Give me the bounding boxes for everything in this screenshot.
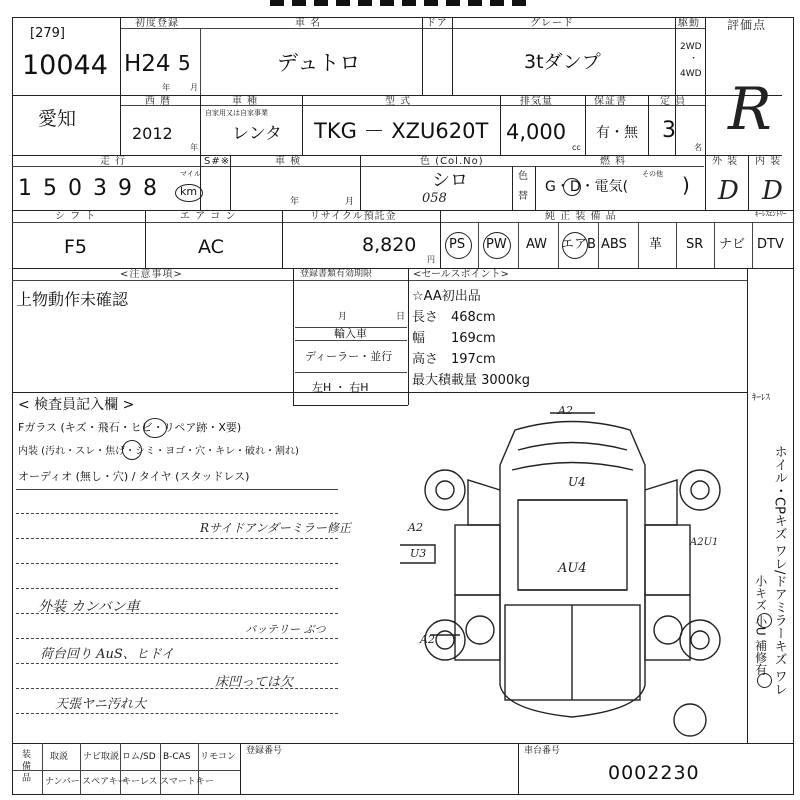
diag-mark-7: A2 <box>420 633 435 646</box>
fuel-close: ) <box>682 173 690 197</box>
hand-note-3: バッテリー ぶつ <box>245 623 326 636</box>
top-title-fragment <box>270 0 530 6</box>
diag-mark-2: U4 <box>568 475 586 489</box>
car-name: デュトロ <box>277 51 361 75</box>
equip-ps: PS <box>449 237 466 252</box>
footer-item-1: 取説 <box>50 752 69 762</box>
mileage-label: 走 行 <box>100 156 127 167</box>
hand-note-2: 外装 カンバン車 <box>38 599 140 615</box>
year-label: 西 暦 <box>145 96 172 107</box>
recolor-a: 色 <box>518 171 528 182</box>
dealer-type: ディーラー・並行 <box>305 350 393 363</box>
color-code: 058 <box>422 191 447 206</box>
cc: 4,000 <box>506 120 567 144</box>
footer-item-8: キーレス <box>122 777 158 787</box>
inspection-year: 年 <box>290 197 300 207</box>
sales-point-1: ☆AA初出品 <box>412 289 481 304</box>
fuel-label: 燃 料 <box>600 156 627 167</box>
chassis-number: 0002230 <box>608 762 700 784</box>
rating-label: 評価点 <box>727 18 767 32</box>
recycle-unit: 円 <box>427 255 435 264</box>
diag-mark-4: U3 <box>410 547 427 560</box>
hand-note-4: 荷台回り AuS、ヒドイ <box>40 647 175 662</box>
recycle-label: リサイクル預託金 <box>310 211 397 222</box>
equip-leather: 革 <box>649 237 663 252</box>
front-right-wheel <box>680 470 720 510</box>
color-label: 色 (Col.No) <box>420 156 484 167</box>
ac: AC <box>198 236 224 258</box>
capacity-label: 定 員 <box>660 96 687 107</box>
inspection-label: 車 検 <box>275 156 302 167</box>
inspection-month: 月 <box>345 197 355 207</box>
mileage: 150398 <box>18 176 168 201</box>
sales-point-5: 最大積載量 3000kg <box>412 373 530 388</box>
footer-item-3: ロム/SD <box>122 752 156 762</box>
cc-label: 排気量 <box>520 96 553 107</box>
equip-pw-circle <box>483 232 511 259</box>
warranty: 有・無 <box>596 125 638 141</box>
drive-label: 駆動 <box>678 18 700 29</box>
equip-ps-circle <box>445 232 472 259</box>
door-label: ドア <box>426 18 448 29</box>
diag-mark-3: A2 <box>408 521 423 534</box>
model: TKG － XZU620T <box>314 119 489 143</box>
warranty-label: 保証書 <box>594 96 627 107</box>
legend-text-b: 小キズ 小U 補修有 <box>753 575 768 676</box>
diag-mark-6: A2U1 <box>690 537 719 548</box>
region: 愛知 <box>38 108 77 130</box>
fuel: G・D・電気( <box>545 179 629 195</box>
inspector-title: < 検査員記入欄 > <box>18 397 135 413</box>
diag-mark-1: A2 <box>558 404 573 417</box>
interior-line: 内装 (汚れ・スレ・焦げ・シミ・ヨゴ・穴・キレ・破れ・割れ) <box>18 446 299 457</box>
shift-label: シ フ ト <box>55 211 97 222</box>
color: シロ <box>432 170 468 191</box>
reg-limit-label: 登録書類有効期限 <box>300 269 373 279</box>
shift: F5 <box>64 236 88 258</box>
recycle: 8,820 <box>362 234 417 256</box>
recolor-b: 替 <box>518 191 528 202</box>
front-left-wheel <box>425 470 465 510</box>
drive-4wd: 4WD <box>680 69 702 79</box>
footer-item-6: ナンバー <box>45 777 80 787</box>
diag-mark-5: AU4 <box>558 561 587 576</box>
drive-2wd: 2WD <box>680 42 702 52</box>
equip-aw: AW <box>526 237 548 252</box>
sales-point-3: 幅 169cm <box>412 331 496 346</box>
fuel-diesel-circle <box>563 178 581 196</box>
footer-item-7: スペアキー <box>82 777 127 787</box>
rating-value: R <box>728 75 772 143</box>
use-type: レンタ <box>232 124 282 144</box>
reg-day: 日 <box>396 312 406 322</box>
equip-airbag: エアB <box>561 237 596 252</box>
equip-abs: ABS <box>601 237 627 252</box>
footer-equip-label: 装 備 品 <box>20 749 30 782</box>
first-reg-month: 5 <box>178 51 191 75</box>
use-sub: 自家用又は自家事業 <box>205 109 268 117</box>
front-left-tire <box>466 616 494 644</box>
year-unit: 年 <box>162 83 170 92</box>
footer-item-4: B-CAS <box>163 752 191 762</box>
chassis-label: 車台番号 <box>524 746 561 756</box>
fuel-other: その他 <box>642 170 663 178</box>
legend-text-a: ホイル・CPキズ ワレ/ドアミラーキズ ワレ <box>771 445 787 696</box>
caution-label: <注意事項> <box>120 269 183 280</box>
footer-item-5: リモコン <box>200 752 237 762</box>
grade: 3tダンプ <box>524 51 601 73</box>
year-ad: 2012 <box>132 124 173 143</box>
mileage-unit: km <box>180 185 198 198</box>
capacity: 3 <box>662 118 676 143</box>
footer-item-2: ナビ取説 <box>83 752 120 762</box>
cc-unit: cc <box>572 143 581 152</box>
year-ad-unit: 年 <box>190 143 198 152</box>
sales-label: <セールスポイント> <box>413 269 509 280</box>
lot-box: [279] <box>30 26 65 41</box>
car-name-label: 車 名 <box>295 18 322 29</box>
interior-grade: D <box>762 176 783 206</box>
equip-sr: SR <box>686 237 704 252</box>
equip-airbag-circle <box>562 232 588 259</box>
exterior-grade: D <box>718 176 739 206</box>
grade-label: グレード <box>530 18 574 29</box>
lot-number: 10044 <box>22 50 108 81</box>
keyless-label: ｷｰﾚｽｴﾝﾄﾘｰ <box>755 210 787 218</box>
use-label: 車 種 <box>232 96 259 107</box>
reg-number-label: 登録番号 <box>246 746 283 756</box>
steering: 左H ・ 右H <box>312 381 369 394</box>
rear-right-wheel <box>680 620 720 660</box>
equip-pw: PW <box>486 237 507 252</box>
hand-note-6: 天張ヤニ汚れ大 <box>55 697 147 712</box>
hand-note-1: Rサイドアンダーミラー修正 <box>200 521 351 535</box>
first-reg-label: 初度登録 <box>135 18 179 29</box>
first-reg-year: H24 <box>124 51 171 77</box>
ac-label: エ ア コ ン <box>180 211 237 222</box>
sales-point-2: 長さ 468cm <box>412 310 496 325</box>
interior-label: 内 装 <box>755 156 782 167</box>
mileage-unit-top: マイル <box>180 170 201 178</box>
reg-month: 月 <box>338 312 348 322</box>
exterior-label: 外 装 <box>712 156 739 167</box>
spare-wheel <box>674 704 706 736</box>
sh-label: S#※ <box>204 156 231 167</box>
caution-text: 上物動作未確認 <box>16 290 129 309</box>
auction-sheet: [279] 10044 初度登録 H24 5 年 月 車 名 デュトロ ドア グレード 3tダンプ 駆動 2WD ・ 4WD 評価点 R 愛知 西 暦 2012 年 車 種 自家用又は自家事業 レンタ 型 式 TKG － XZU620T 排気量 4,000 cc 保証書 有・無 定 員 3 名 走 行 S#※ 150398 マイル km 車 検 年 月 色 (Col.No) シロ 058 色 替 燃 料 G・D・電気( その他 ) 外 装 D 内 装 D シ フ ト F5 エ ア コ ン AC リサイクル預託金 8,820 円 純 正 装 備 品 ｷｰﾚｽｴﾝﾄﾘｰ PS PW AW エアB ABS 革 SR ナビ DTV <注意事項> 上物動作未確認 登録書類有効期限 月 日 輸入車 ディーラー・並行 左H ・ 右H <セールスポイント> ☆AA初出品 長さ 468cm 幅 169cm 高さ 197cm 最大積載量 3000kg < 検査員記入欄 > Fガラス (キズ・飛石・ヒビ・リペア跡・X要) 内装 (汚れ・スレ・焦げ・シミ・ヨゴ・穴・キレ・破れ・割れ) オーディオ (無し・穴) / タイヤ (スタッドレス) Rサイドアンダーミラー修正 外装 カンバン車 バッテリー ぶつ 荷台回り AuS、ヒドイ 床凹っては欠 天張ヤニ汚れ大 A2 U4 A2 U3 AU4 A2U1 A2 ｷｰﾚｽ ホイル・CPキズ ワレ/ドアミラーキズ ワレ 小キズ 小U 補修有 装 備 品 取説 ナビ取説 ロム/SD B-CAS リモコン ナンバー スペアキー キーレス スマートキー 登録番号 車台番号 0002230 <box>0 0 800 800</box>
footer-item-9: スマートキー <box>160 777 214 787</box>
glass-line: Fガラス (キズ・飛石・ヒビ・リペア跡・X要) <box>18 421 242 434</box>
model-label: 型 式 <box>385 96 412 107</box>
equip-navi: ナビ <box>719 237 746 252</box>
equipment-label: 純 正 装 備 品 <box>545 211 617 222</box>
month-unit: 月 <box>190 83 198 92</box>
audio-line: オーディオ (無し・穴) / タイヤ (スタッドレス) <box>18 470 250 483</box>
sales-point-4: 高さ 197cm <box>412 352 496 367</box>
capacity-unit: 名 <box>694 143 702 152</box>
equip-dtv: DTV <box>757 237 784 252</box>
diagram-keyless-label: ｷｰﾚｽ <box>752 393 771 403</box>
import-label: 輸入車 <box>334 327 367 340</box>
hand-note-5: 床凹っては欠 <box>215 675 294 690</box>
